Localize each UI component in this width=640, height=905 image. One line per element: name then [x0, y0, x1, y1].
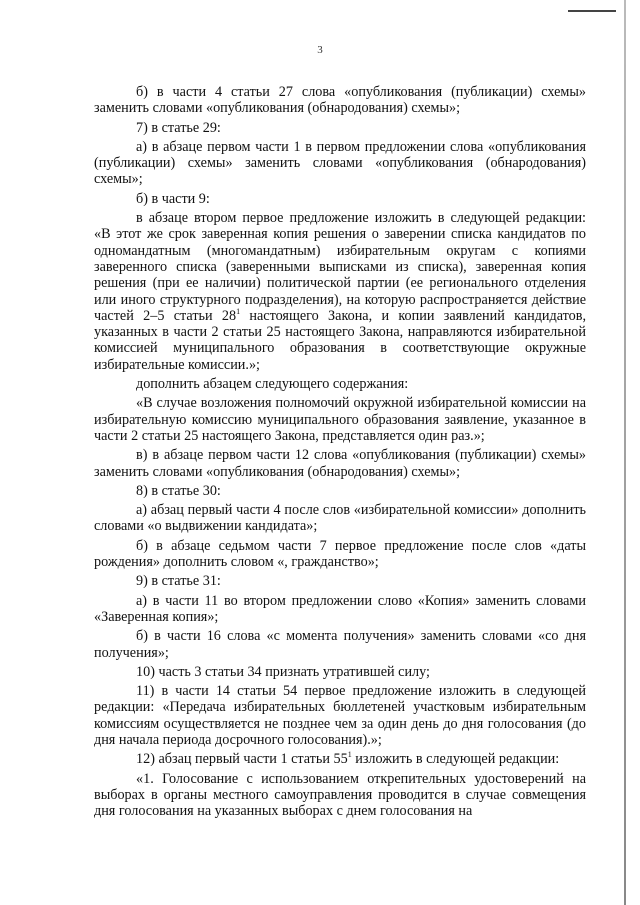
paragraph: 7) в статье 29: [136, 119, 221, 136]
page-number: 3 [317, 44, 323, 56]
paragraph: «1. Голосование с использованием открепительных удостоверений на выборах в органы местного самоуправления проводится в случае совмещения дня голосования на указанных выборах с днем голосования на [94, 770, 586, 820]
paragraph: дополнить абзацем следующего содержания: [136, 376, 409, 393]
paragraph: б) в абзаце седьмом части 7 первое предложение после слов «даты рождения» дополнить словом «, гражданство»; [94, 537, 586, 571]
paragraph: в абзаце втором первое предложение изложить в следующей редакции: «В этот же срок заверенная копия решения о заверении списка кандидатов по одномандатным (многомандатным) избирательным округам с копиями заверенного списка (заверенными выписками из списка), заверенная копия решения (при ее наличии) политической партии (ее регионального отделения или иного структурного подразделения), на которую распространяется действие частей 2–5 статьи $28^1$ настоящего Закона, и копии заявлений кандидатов, указанных в части 2 статьи 25 настоящего Закона, направляются избирательной комиссией муниципального образования в соответствующие окружные избирательные комиссии.»; [94, 210, 587, 373]
top-edge-rule [568, 10, 616, 12]
paragraph: 12) абзац первый части 1 статьи $55^1$ изложить в следующей редакции: [136, 750, 560, 768]
paragraph: б) в части 16 слова «с момента получения» заменить словами «со дня получения»; [94, 628, 586, 661]
document-body [94, 84, 586, 819]
paragraph: 8) в статье 30: [136, 482, 221, 499]
paragraph: «В случае возложения полномочий окружной избирательной комиссии на избирательную комиссию муниципального образования заявление, указанное в части 2 статьи 25 настоящего Закона, представляется один раз.»; [94, 395, 586, 444]
right-edge-shadow [624, 0, 626, 905]
paragraph: а) в части 11 во втором предложении слово «Копия» заменить словами «Заверенная копия»; [94, 592, 586, 625]
paragraph: в) в абзаце первом части 12 слова «опубликования (публикации) схемы» заменить словами «опубликования (обнародования) схемы»; [94, 447, 586, 480]
paragraph: б) в части 9: [136, 190, 210, 207]
paragraph: б) в части 4 статьи 27 слова «опубликования (публикации) схемы» заменить словами «опубликования (обнародования) схемы»; [94, 84, 586, 117]
paragraph: а) абзац первый части 4 после слов «избирательной комиссии» дополнить словами «о выдвижении кандидата»; [94, 502, 586, 535]
paragraph: 11) в части 14 статьи 54 первое предложение изложить в следующей редакции: «Передача избирательных бюллетеней участковым избирательным комиссиям осуществляется не позднее чем за один день до дня голосования (до дня начала периода досрочного голосования).»; [94, 683, 586, 748]
paragraph: 9) в статье 31: [136, 573, 221, 590]
paragraph: 10) часть 3 статьи 34 признать утратившей силу; [136, 663, 430, 680]
paragraph: а) в абзаце первом части 1 в первом предложении слова «опубликования (публикации) схемы» заменить словами «опубликования (обнародования) схемы»; [94, 138, 586, 188]
